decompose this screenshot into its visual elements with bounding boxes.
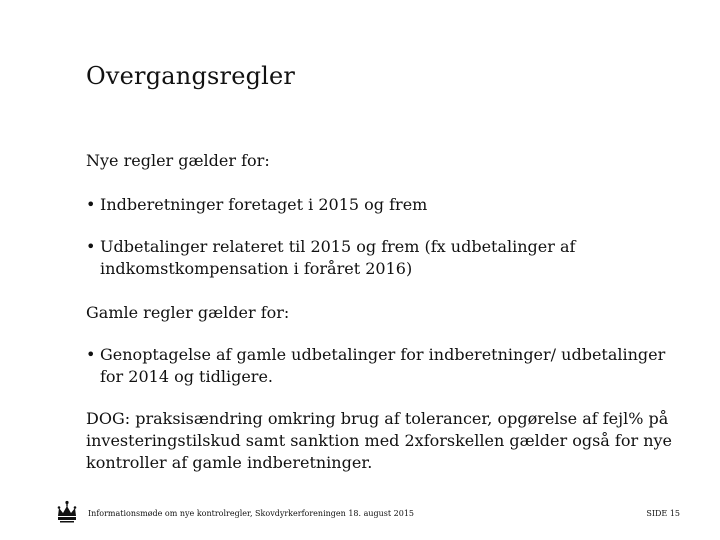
bullet-icon: • — [86, 345, 96, 364]
old-rule-item-1: Genoptagelse af gamle udbetalinger for indberetninger/ udbetalinger for 2014 og tidligere. — [100, 345, 666, 386]
note-paragraph: DOG: praksisændring omkring brug af tolerancer, opgørelse af fejl% på investeringstilskud samt sanktion med 2xforskellen gælder også for nye kontroller af gamle indberetninger. — [86, 409, 673, 472]
slide-title: Overgangsregler — [86, 62, 296, 90]
bullet-icon: • — [86, 237, 96, 256]
page-number: SIDE 15 — [646, 509, 680, 518]
old-rules-heading: Gamle regler gælder for: — [86, 303, 290, 322]
new-rule-item-2: Udbetalinger relateret til 2015 og frem (fx udbetalinger af indkomstkompensation i foråret 2016) — [100, 237, 576, 278]
footer-caption: Informationsmøde om nye kontrolregler, Skovdyrkerforeningen 18. august 2015 — [88, 509, 415, 518]
bullet-icon: • — [86, 195, 96, 214]
footer — [0, 498, 720, 534]
new-rules-heading: Nye regler gælder for: — [86, 151, 270, 170]
list-item — [86, 344, 676, 388]
new-rule-item-1: Indberetninger foretaget i 2015 og frem — [100, 195, 428, 214]
list-item — [86, 236, 676, 280]
crown-icon — [56, 500, 78, 524]
list-item — [86, 194, 676, 216]
